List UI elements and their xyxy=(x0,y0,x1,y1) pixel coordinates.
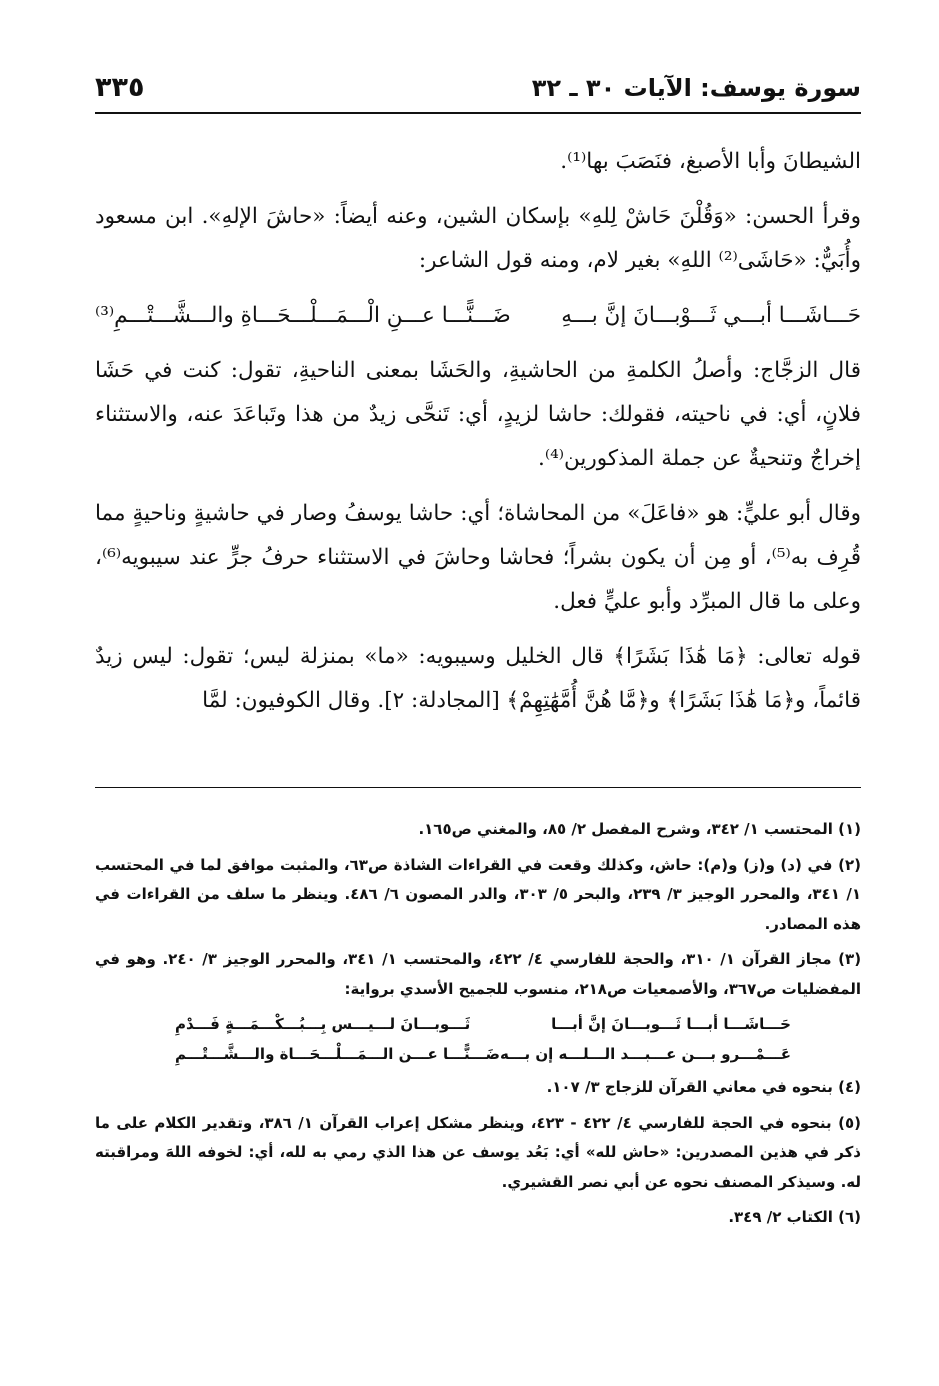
paragraph-2: وقرأ الحسن: «وَقُلْنَ حَاشْ لِلهِ» بإسكان الشين، وعنه أيضاً: «حاشَ الإلهِ». ابن مسعود وأُبَيٌّ: «حَاشَى⁽²⁾ اللهِ» بغير لام، ومنه قول الشاعر: xyxy=(95,204,861,273)
verse-first-hemistich: حَـــاشَـــا أبـــي ثَـــوْبـــانَ إنَّ بـــهِ xyxy=(561,303,861,328)
footnote-5: (٥) بنحوه في الحجة للفارسي ٤/ ٤٢٢ - ٤٢٣، وينظر مشكل إعراب القرآن ١/ ٣٨٦، وتقدير الكلام على ما ذكر في هذين المصدرين: «حاش لله» أي: بَعُد يوسف عن هذا الذي رمي به لله، أي: لخوفه اللهَ ومراقبته له. وسيذكر المصنف نحوه عن أبي نصر القشيري. xyxy=(95,1113,862,1191)
paragraph-3: قال الزجَّاج: وأصلُ الكلمةِ من الحاشيةِ، والحَشَا بمعنى الناحيةِ، تقول: كنت في حَشَا فلانٍ، أي: في ناحيته، فقولك: حاشا لزيدٍ، أي: تَنحَّى زيدٌ من هذا وتَباعَدَ عنه، والاستثناء إخراجٌ وتنحيةٌ عن جملة المذكورين⁽⁴⁾. xyxy=(95,358,861,471)
footnotes xyxy=(95,815,861,1239)
verse-second-hemistich: ضَـــنًّـــا عـــنِ الْـــمَـــلْـــحَـــاةِ والـــشَّـــتْـــمِ⁽³⁾ xyxy=(95,303,511,328)
footnote-1: (١) المحتسب ١/ ٣٤٢، وشرح المفصل ٢/ ٨٥، والمغني ص١٦٥. xyxy=(418,820,861,838)
footnote-verse-2-second: ضَـــنًّـــا عـــن الـــمَـــلْـــحَـــاة والـــشَّـــتْـــمِ xyxy=(175,1044,500,1063)
page-number: ٣٣٥ xyxy=(95,72,145,103)
paragraph-5: قوله تعالى: ﴿مَا هَٰذَا بَشَرًا﴾ قال الخليل وسيبويه: «ما» بمنزلة ليس؛ تقول: ليس زيدٌ قائماً، و﴿مَا هَٰذَا بَشَرًا﴾ و﴿مَّا هُنَّ أُمَّهَٰتِهِمْ﴾ [المجادلة: ٢]. وقال الكوفيون: لمَّا xyxy=(95,644,861,713)
footnote-verse-2-first: عَـــمْـــرو بـــن عـــبـــد الـــلـــه إن بـــه xyxy=(500,1044,791,1063)
footnote-3: (٣) مجاز القرآن ١/ ٣١٠، والحجة للفارسي ٤/ ٤٢٢، والمحتسب ١/ ٣٤١، والمحرر الوجيز ٣/ ٢٤٠. وهو في المفضليات ص٣٦٧، والأصمعيات ص٢١٨، منسوب للجميح الأسدي برواية: xyxy=(95,950,862,998)
poetry-verse xyxy=(95,294,861,338)
paragraph-1: الشيطانَ وأبا الأصبغ، فنَصَبَ بها⁽¹⁾. xyxy=(560,149,861,174)
running-title: سورة يوسف: الآيات ٣٠ ـ ٣٢ xyxy=(531,74,861,102)
footnote-4: (٤) بنحوه في معاني القرآن للزجاج ٣/ ١٠٧. xyxy=(546,1078,861,1096)
main-text xyxy=(95,140,861,734)
footnote-6: (٦) الكتاب ٢/ ٣٤٩. xyxy=(728,1208,861,1226)
paragraph-4: وقال أبو عليٍّ: هو «فاعَلَ» من المحاشاة؛ أي: حاشا يوسفُ وصار في حاشيةٍ وناحيةٍ مما قُرِف به⁽⁵⁾، أو مِن أن يكون بشراً؛ فحاشا وحاشَ في الاستثناء حرفُ جرٍّ عند سيبويه⁽⁶⁾، وعلى ما قال المبرِّد وأبو عليٍّ فعل. xyxy=(95,501,861,614)
footnote-verse-line-1 xyxy=(95,1010,861,1040)
footnote-2: (٢) في (د) و(ز) و(م): حاش، وكذلك وقعت في القراءات الشاذة ص٦٣، والمثبت موافق لما في المحتسب ١/ ٣٤١، والمحرر الوجيز ٣/ ٢٣٩، والبحر ٥/ ٣٠٣، والدر المصون ٦/ ٤٨٦. وينظر ما سلف من القراءات في هذه المصادر. xyxy=(95,855,862,933)
footnote-verse-line-2 xyxy=(95,1040,861,1070)
footnote-divider xyxy=(95,787,861,788)
footnote-verse-1-second: ثَـــوبـــانَ لـــيـــس بِـــبُـــكْـــمَـــةٍ فَـــدْمِ xyxy=(175,1015,471,1033)
page-header xyxy=(95,68,861,114)
footnote-verse-1-first: حَـــاشَـــا أبـــا ثَـــوبـــانَ إنَّ أبـــا xyxy=(551,1015,791,1033)
